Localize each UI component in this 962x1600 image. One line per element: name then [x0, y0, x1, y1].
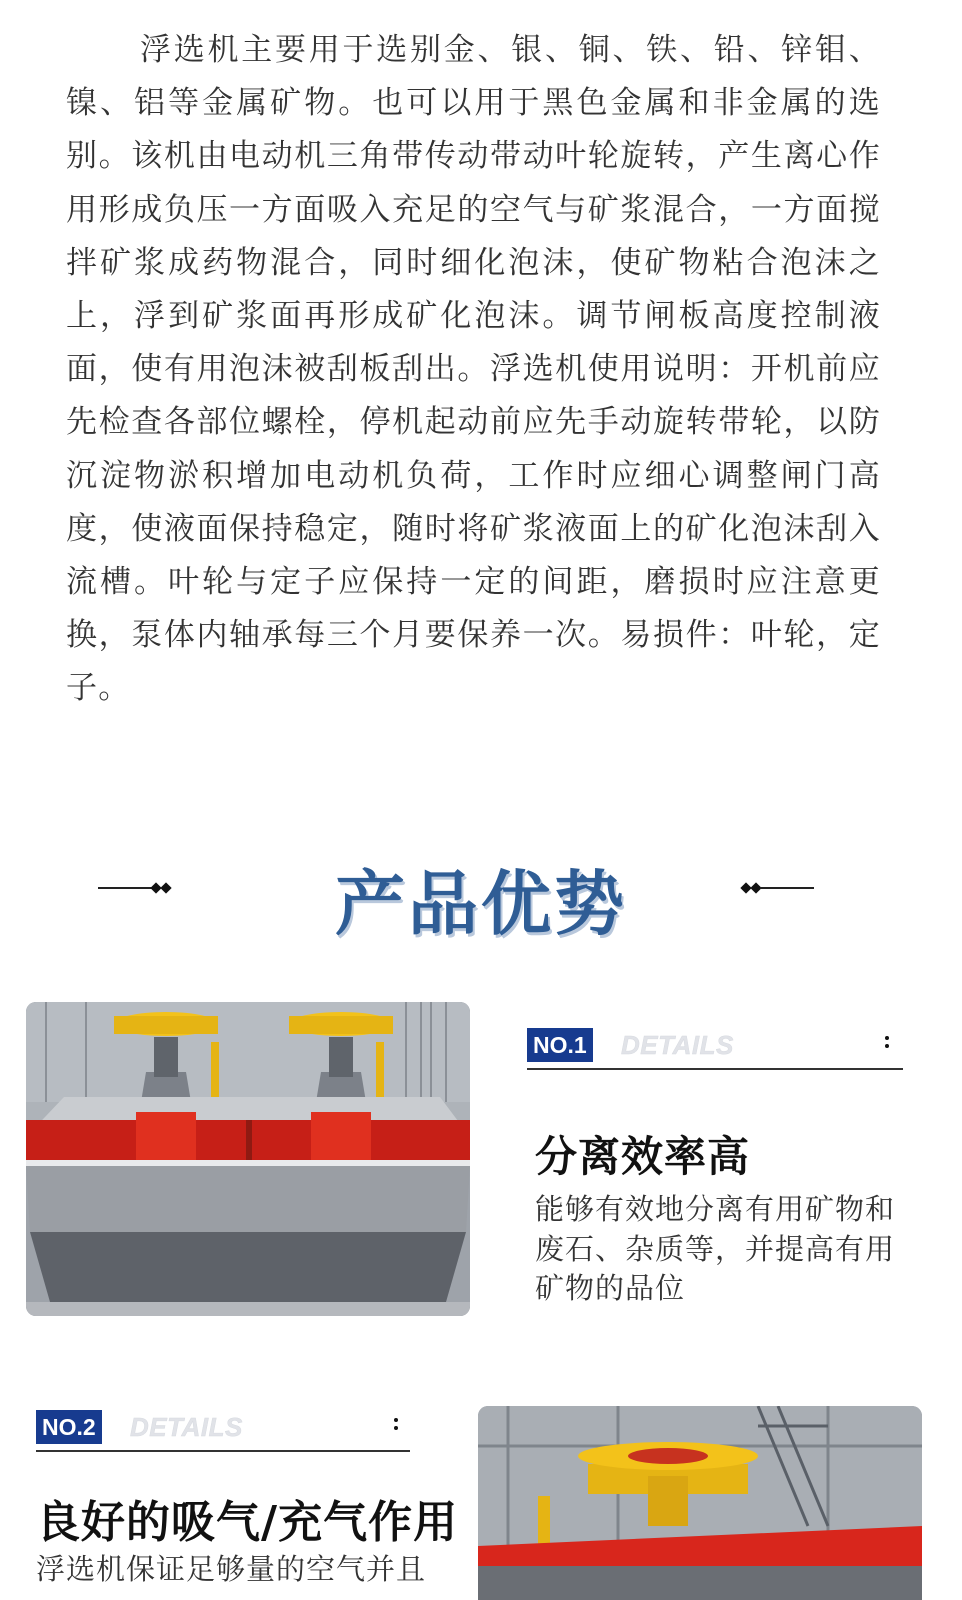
feature-title: 良好的吸气/充气作用 [36, 1497, 459, 1548]
feature-number-badge: NO.2 [36, 1410, 102, 1444]
feature-description: 浮选机保证足够量的空气并且 [36, 1552, 427, 1586]
intro-paragraph: 浮选机主要用于选别金、银、铜、铁、铅、锌钼、镍、铝等金属矿物。也可以用于黑色金属和非金属的选别。该机由电动机三角带传动带动叶轮旋转，产生离心作用形成负压一方面吸入充足的空气与矿浆混合，一方面搅拌矿浆成药物混合，同时细化泡沫，使矿物粘合泡沫之上，浮到矿浆面再形成矿化泡沫。调节闸板高度控制液面，使有用泡沫被刮板刮出。浮选机使用说明：开机前应先检查各部位螺栓，停机起动前应先手动旋转带轮，以防沉淀物淤积增加电动机负荷，工作时应细心调整闸门高度，使液面保持稳定，随时将矿浆液面上的矿化泡沫刮入流槽。叶轮与定子应保持一定的间距，磨损时应注意更换，泵体内轴承每三个月要保养一次。易损件：叶轮，定子。 [66, 32, 881, 707]
title-decoration-right [740, 882, 820, 894]
feature-card-1 [527, 1028, 903, 1305]
flotation-machine-photo-1 [26, 1002, 470, 1316]
details-watermark: DETAILS [130, 1412, 243, 1442]
dots-icon [883, 1032, 891, 1048]
feature-title: 分离效率高 [535, 1132, 751, 1181]
feature-divider [36, 1450, 410, 1452]
feature-divider [527, 1068, 903, 1070]
feature-card-2 [36, 1410, 459, 1600]
details-watermark: DETAILS [621, 1030, 734, 1060]
feature-description: 能够有效地分离有用矿物和废石、杂质等，并提高有用矿物的品位 [535, 1192, 896, 1305]
flotation-machine-photo-2 [478, 1406, 922, 1600]
feature-number-badge: NO.1 [527, 1028, 593, 1062]
section-title: 产品优势 [335, 863, 627, 945]
dots-icon [392, 1414, 400, 1430]
